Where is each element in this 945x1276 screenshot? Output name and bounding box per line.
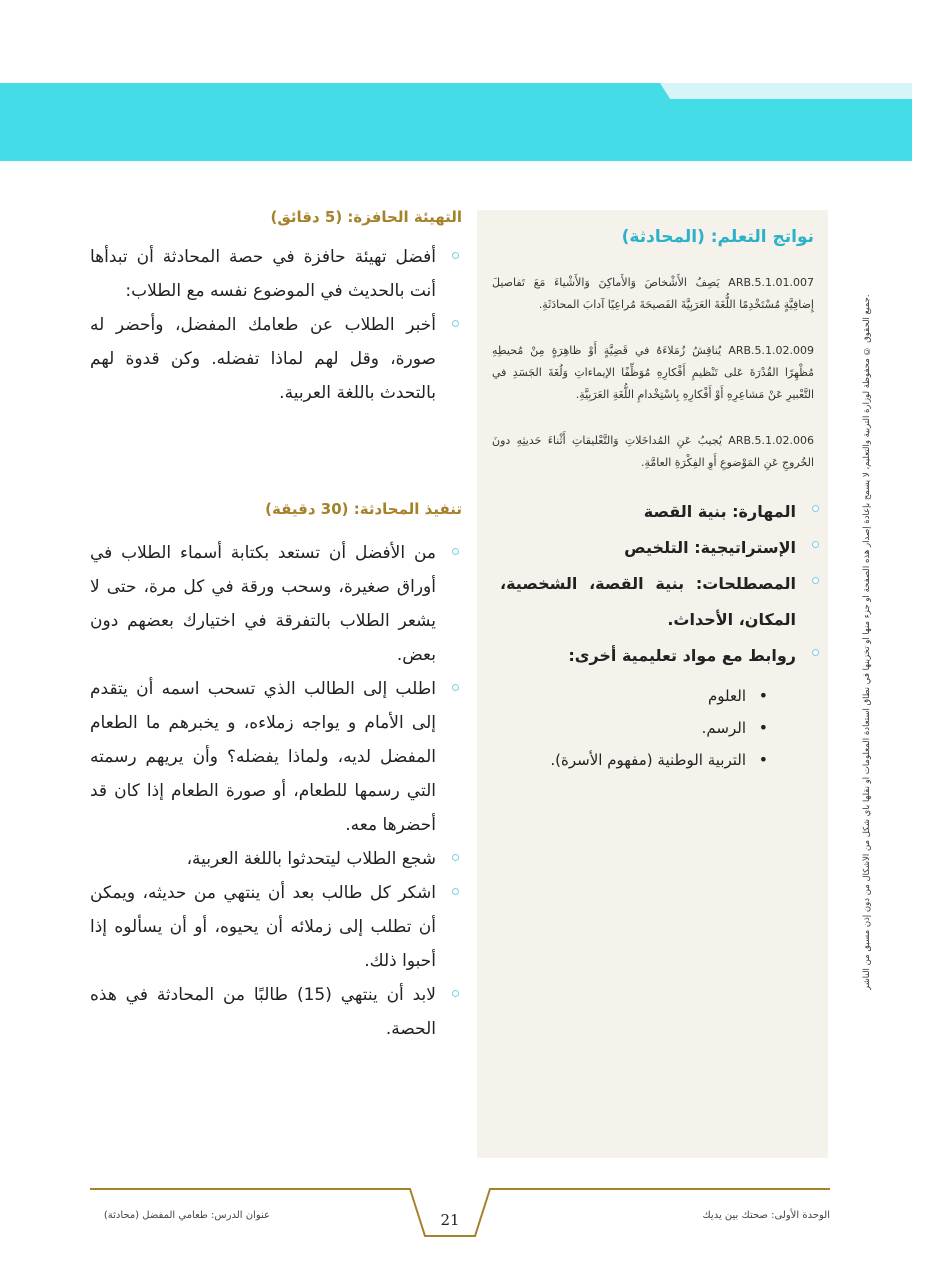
- list-item: شجع الطلاب ليتحدثوا باللغة العربية،: [90, 842, 462, 876]
- outcome-code: ARB.5.1.01.007: [728, 276, 814, 289]
- execution-list: [90, 536, 462, 1046]
- outcome-text: يَصِفُ الأَشْخاصَ وَالأَماكِنَ وَالأَشْياءَ مَعَ تَفاصيلَ إِضافِيَّةٍ مُسْتَخْدِمًا اللُّغَةَ العَرَبِيَّةَ الفَصيحَةَ مُراعِيًا آدابَ المحادَثَةِ.: [492, 276, 814, 311]
- strategy-item: الإستراتيجية: التلخيص: [500, 530, 822, 566]
- outcome-code: ARB.5.1.02.006: [728, 434, 814, 447]
- list-item: اشكر كل طالب بعد أن ينتهي من حديثه، ويمكن أن تطلب إلى زملائه أن يحيوه، أو أن يسألوه إذا أحبوا ذلك.: [90, 876, 462, 978]
- outcome-code: ARB.5.1.02.009: [728, 344, 815, 357]
- outcome-item: [492, 272, 814, 316]
- unit-title: الوحدة الأولى: صحتك بين يديك: [702, 1210, 830, 1221]
- list-item: اطلب إلى الطالب الذي تسحب اسمه أن يتقدم إلى الأمام و يواجه زملاءه، و يخبرهم ما الطعام المفضل لديه، ولماذا يفضله؟ وأن يريهم رسمته التي رسمها للطعام، أو صورة الطعام إذا كان قد أحضرها معه.: [90, 672, 462, 842]
- lesson-title: عنوان الدرس: طعامي المفضل (محادثة): [103, 1210, 270, 1221]
- link-item: • الرسم.: [520, 712, 768, 744]
- warmup-title: التهيئة الحافزة: (5 دقائق): [270, 208, 462, 226]
- links-list: [520, 680, 768, 776]
- copyright-notice: جميع الحقوق © محفوظة لوزارة التربية والتعليم، لا يسمح بإعادة إصدار هذه الصفحة أو جزء منها أو تخزينها في نطاق استعادة المعلومات أو نقلها بأي شكل من الأشكال من دون إذن مسبق من الناشر.: [862, 294, 872, 990]
- list-item: أخبر الطلاب عن طعامك المفضل، وأحضر له صورة، وقل لهم لماذا تفضله. وكن قدوة لهم بالتحدث باللغة العربية.: [90, 308, 462, 410]
- list-item: لابد أن ينتهي (15) طالبًا من المحادثة في هذه الحصة.: [90, 978, 462, 1046]
- skills-list: [500, 494, 822, 674]
- skill-item: المهارة: بنية القصة: [500, 494, 822, 530]
- page-number: 21: [440, 1211, 460, 1229]
- terms-item: المصطلحات: بنية القصة، الشخصية، المكان، الأحداث.: [500, 566, 822, 638]
- links-title: روابط مع مواد تعليمية أخرى:: [500, 638, 822, 674]
- outcome-text: يُناقِشُ زُمَلاءَهُ في قَضِيَّةٍ أَوْ ظاهِرَةٍ مِنْ مُحيطِهِ مُظْهِرًا القُدْرَةَ عَلى تَنْظيمِ أَفْكارِهِ مُوَظِّفًا الإيماءاتِ وَلُغَةَ الجَسَدِ في التَّعْبيرِ عَنْ مَشاعِرِهِ أَوْ أَفْكارِهِ بِاسْتِخْدامِ اللُّغَةِ العَرَبِيَّةِ.: [492, 344, 814, 401]
- warmup-list: [90, 240, 462, 410]
- list-item: أفضل تهيئة حافزة في حصة المحادثة أن تبدأها أنت بالحديث في الموضوع نفسه مع الطلاب:: [90, 240, 462, 308]
- link-item: • العلوم: [520, 680, 768, 712]
- outcome-item: [492, 430, 814, 474]
- outcome-text: يُجيبُ عَنِ المُداخَلاتِ وَالتَّعْليقاتِ أَثْناءَ حَديثِهِ دونَ الخُروجِ عَنِ المَوْضوعِ أَوِ الفِكْرَةِ العامَّةِ.: [492, 434, 814, 469]
- list-item: من الأفضل أن تستعد بكتابة أسماء الطلاب في أوراق صغيرة، وسحب ورقة في كل مرة، حتى لا يشعر الطلاب بالتفرقة في اختيارك بعضهم دون بعض.: [90, 536, 462, 672]
- header-banner-accent: [660, 83, 912, 99]
- outcome-item: [492, 340, 814, 406]
- execution-title: تنفيذ المحادثة: (30 دقيقة): [265, 500, 462, 518]
- outcomes-title: نواتج التعلم: (المحادثة): [621, 227, 814, 247]
- link-item: • التربية الوطنية (مفهوم الأسرة).: [520, 744, 768, 776]
